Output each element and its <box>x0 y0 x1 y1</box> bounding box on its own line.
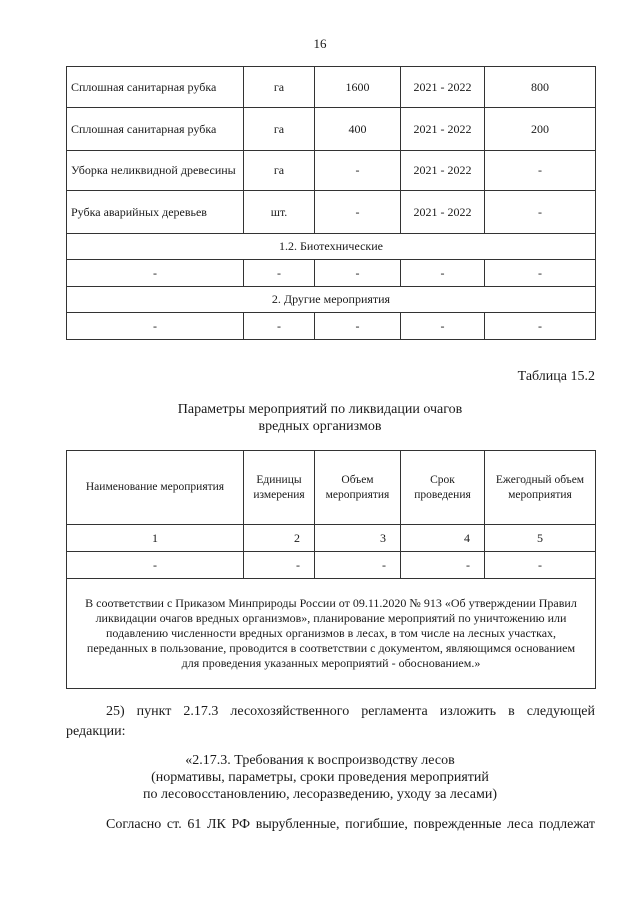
cell-dash: - <box>401 313 485 340</box>
cell-unit: га <box>244 108 315 151</box>
cell-dash: - <box>67 313 244 340</box>
cell-unit: га <box>244 151 315 191</box>
cell-dash: - <box>244 552 315 579</box>
cell-period: 2021 - 2022 <box>401 67 485 108</box>
cell-dash: - <box>244 313 315 340</box>
paragraph-amendment: 25) пункт 2.17.3 лесохозяйственного регламента изложить в следующей редакции: <box>66 704 595 739</box>
section-heading-line3: по лесовосстановлению, лесоразведению, уходу за лесами) <box>142 787 498 802</box>
section-heading-line2: (нормативы, параметры, сроки проведения мероприятий <box>151 770 489 785</box>
cell-dash: - <box>315 260 401 287</box>
paragraph-body: Согласно ст. 61 ЛК РФ вырубленные, погибшие, поврежденные леса подлежат <box>106 817 595 832</box>
section-title-other: 2. Другие мероприятия <box>67 287 596 313</box>
table-row <box>67 108 596 151</box>
note-row <box>67 579 596 689</box>
cell-dash: - <box>485 313 596 340</box>
cell-dash: - <box>315 313 401 340</box>
pest-measures-table <box>66 450 596 689</box>
cell-dash: - <box>401 552 485 579</box>
header-annual: Ежегодный объем мероприятия <box>485 451 596 525</box>
cell-dash: - <box>401 260 485 287</box>
table-row <box>67 260 596 287</box>
cell-dash: - <box>67 260 244 287</box>
table-row <box>67 552 596 579</box>
cell-name: Уборка неликвидной древесины <box>67 151 244 191</box>
cell-annual: - <box>485 151 596 191</box>
column-number: 4 <box>401 525 485 552</box>
column-number: 1 <box>67 525 244 552</box>
column-number: 5 <box>485 525 596 552</box>
cell-period: 2021 - 2022 <box>401 108 485 151</box>
section-row-biotech <box>67 234 596 260</box>
table-row <box>67 191 596 234</box>
table-note: В соответствии с Приказом Минприроды России от 09.11.2020 № 913 «Об утверждении Правил ликвидации очагов вредных организмов», планирование мероприятий по уничтожению или подавлению численности вредных организмов в лесах, в том числе на лесных участках, переданных в пользование, проводится в соответствии с документом, являющимся основанием для проведения указанных мероприятий - обоснованием.» <box>67 579 596 689</box>
table-header-row <box>67 451 596 525</box>
cell-annual: 200 <box>485 108 596 151</box>
forest-measures-table <box>66 66 596 340</box>
header-unit: Единицы измерения <box>244 451 315 525</box>
cell-unit: шт. <box>244 191 315 234</box>
cell-period: 2021 - 2022 <box>401 151 485 191</box>
table-title-line1: Параметры мероприятий по ликвидации очагов <box>177 402 463 417</box>
cell-dash: - <box>485 552 596 579</box>
cell-name: Рубка аварийных деревьев <box>67 191 244 234</box>
header-volume: Объем мероприятия <box>315 451 401 525</box>
cell-annual: - <box>485 191 596 234</box>
cell-volume: - <box>315 191 401 234</box>
table-row <box>67 313 596 340</box>
table-row <box>67 151 596 191</box>
cell-dash: - <box>67 552 244 579</box>
table-title-line2: вредных организмов <box>258 419 382 434</box>
cell-volume: 1600 <box>315 67 401 108</box>
cell-dash: - <box>315 552 401 579</box>
header-name: Наименование мероприятия <box>67 451 244 525</box>
cell-dash: - <box>244 260 315 287</box>
cell-name: Сплошная санитарная рубка <box>67 67 244 108</box>
cell-volume: - <box>315 151 401 191</box>
cell-unit: га <box>244 67 315 108</box>
cell-annual: 800 <box>485 67 596 108</box>
table-title <box>0 401 640 435</box>
table-row <box>67 67 596 108</box>
column-number: 2 <box>244 525 315 552</box>
section-title-biotech: 1.2. Биотехнические <box>67 234 596 260</box>
cell-name: Сплошная санитарная рубка <box>67 108 244 151</box>
column-number-row <box>67 525 596 552</box>
cell-period: 2021 - 2022 <box>401 191 485 234</box>
section-row-other <box>67 287 596 313</box>
cell-volume: 400 <box>315 108 401 151</box>
table-caption: Таблица 15.2 <box>517 369 595 384</box>
page-number: 16 <box>313 36 327 51</box>
header-period: Срок проведения <box>401 451 485 525</box>
column-number: 3 <box>315 525 401 552</box>
cell-dash: - <box>485 260 596 287</box>
section-heading-line1: «2.17.3. Требования к воспроизводству лесов <box>185 753 455 768</box>
